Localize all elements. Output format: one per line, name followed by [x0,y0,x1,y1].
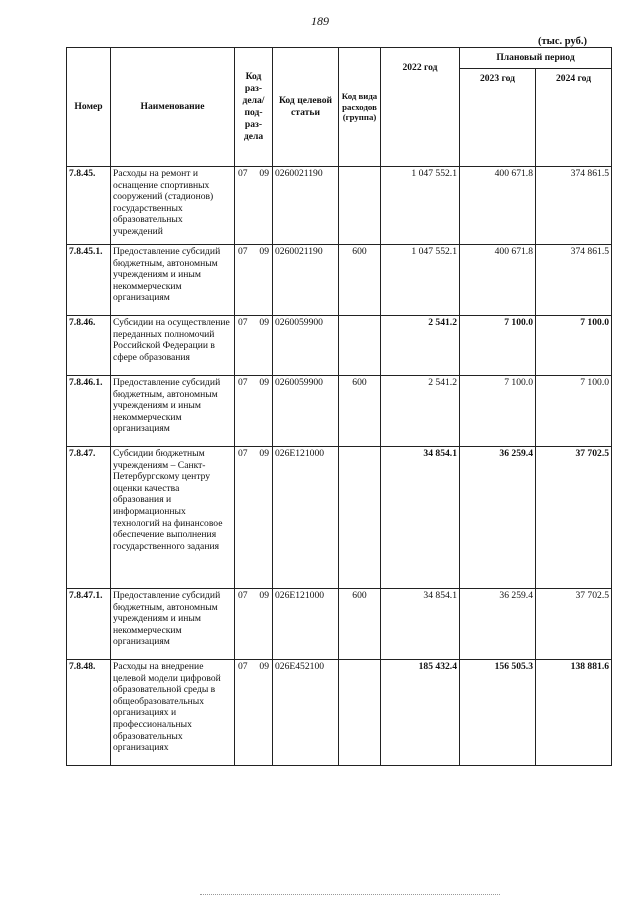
footer-dotted-line [200,894,500,896]
row-value-2024: 7 100.0 [536,316,612,376]
row-value-2024: 138 881.6 [536,660,612,766]
row-value-2023: 400 671.8 [460,245,536,316]
row-section-code [235,316,273,376]
row-section-code [235,167,273,245]
row-value-2024: 37 702.5 [536,447,612,589]
header-2022: 2022 год [381,48,460,167]
row-razdel: 07 [238,377,248,388]
row-expense-type [339,660,381,766]
row-value-2022: 34 854.1 [381,447,460,589]
row-value-2023: 36 259.4 [460,589,536,660]
row-expense-type: 600 [339,589,381,660]
row-section-code [235,245,273,316]
row-razdel: 07 [238,168,248,179]
table-row [67,167,612,245]
row-number: 7.8.46.1. [67,376,111,447]
row-number: 7.8.46. [67,316,111,376]
header-planned-period: Плановый период [460,48,612,69]
row-podrazdel: 09 [259,377,269,388]
row-name: Предоставление субсидий бюджетным, автономным учреждениям и иным некоммерческим организациям [111,589,235,660]
row-podrazdel: 09 [259,661,269,672]
units-label: (тыс. руб.) [538,36,587,47]
row-razdel: 07 [238,448,248,459]
row-expense-type [339,316,381,376]
row-podrazdel: 09 [259,168,269,179]
row-target-code: 0260021190 [273,245,339,316]
row-target-code: 026E121000 [273,447,339,589]
header-number: Номер [67,48,111,167]
header-2024: 2024 год [536,69,612,167]
header-section-code: Код раз-дела/ под-раз-дела [235,48,273,167]
header-name: Наименование [111,48,235,167]
table-row [67,316,612,376]
row-section-code [235,447,273,589]
row-number: 7.8.48. [67,660,111,766]
row-value-2024: 374 861.5 [536,245,612,316]
row-razdel: 07 [238,661,248,672]
row-value-2023: 36 259.4 [460,447,536,589]
row-name: Расходы на ремонт и оснащение спортивных сооружений (стадионов) государственных образовательных учреждений [111,167,235,245]
row-value-2022: 185 432.4 [381,660,460,766]
row-value-2024: 37 702.5 [536,589,612,660]
row-name: Предоставление субсидий бюджетным, автономным учреждениям и иным некоммерческим организациям [111,245,235,316]
row-value-2023: 7 100.0 [460,376,536,447]
row-target-code: 026E121000 [273,589,339,660]
row-podrazdel: 09 [259,448,269,459]
row-podrazdel: 09 [259,317,269,328]
row-value-2024: 374 861.5 [536,167,612,245]
row-value-2022: 34 854.1 [381,589,460,660]
row-expense-type [339,447,381,589]
row-podrazdel: 09 [259,590,269,601]
header-target-code: Код целевой статьи [273,48,339,167]
row-target-code: 026E452100 [273,660,339,766]
row-target-code: 0260021190 [273,167,339,245]
row-name: Субсидии на осуществление переданных полномочий Российской Федерации в сфере образования [111,316,235,376]
row-value-2023: 7 100.0 [460,316,536,376]
table-row [67,447,612,589]
row-section-code [235,589,273,660]
row-number: 7.8.47. [67,447,111,589]
row-razdel: 07 [238,246,248,257]
header-row [67,48,612,69]
row-expense-type [339,167,381,245]
table-row [67,589,612,660]
table-row [67,245,612,316]
row-razdel: 07 [238,590,248,601]
row-value-2022: 2 541.2 [381,316,460,376]
row-number: 7.8.45. [67,167,111,245]
header-2023: 2023 год [460,69,536,167]
row-expense-type: 600 [339,245,381,316]
row-section-code [235,376,273,447]
row-target-code: 0260059900 [273,376,339,447]
row-value-2023: 156 505.3 [460,660,536,766]
table-row [67,660,612,766]
row-name: Предоставление субсидий бюджетным, автономным учреждениям и иным некоммерческим организациям [111,376,235,447]
row-name: Расходы на внедрение целевой модели цифровой образовательной среды в общеобразовательных организациях и профессиональных образовательных организациях [111,660,235,766]
row-value-2022: 1 047 552.1 [381,167,460,245]
table-body [67,167,612,766]
row-target-code: 0260059900 [273,316,339,376]
budget-table [66,47,612,766]
row-razdel: 07 [238,317,248,328]
row-section-code [235,660,273,766]
page-number: 189 [311,14,329,28]
row-value-2024: 7 100.0 [536,376,612,447]
row-number: 7.8.47.1. [67,589,111,660]
row-value-2023: 400 671.8 [460,167,536,245]
header-expense-type-code: Код вида расходов (группа) [339,48,381,167]
row-number: 7.8.45.1. [67,245,111,316]
row-expense-type: 600 [339,376,381,447]
row-value-2022: 2 541.2 [381,376,460,447]
row-podrazdel: 09 [259,246,269,257]
row-name: Субсидии бюджетным учреждениям – Санкт-Петербургскому центру оценки качества образования и информационных технологий на финансовое обеспечение выполнения государственного задания [111,447,235,589]
row-value-2022: 1 047 552.1 [381,245,460,316]
table-row [67,376,612,447]
